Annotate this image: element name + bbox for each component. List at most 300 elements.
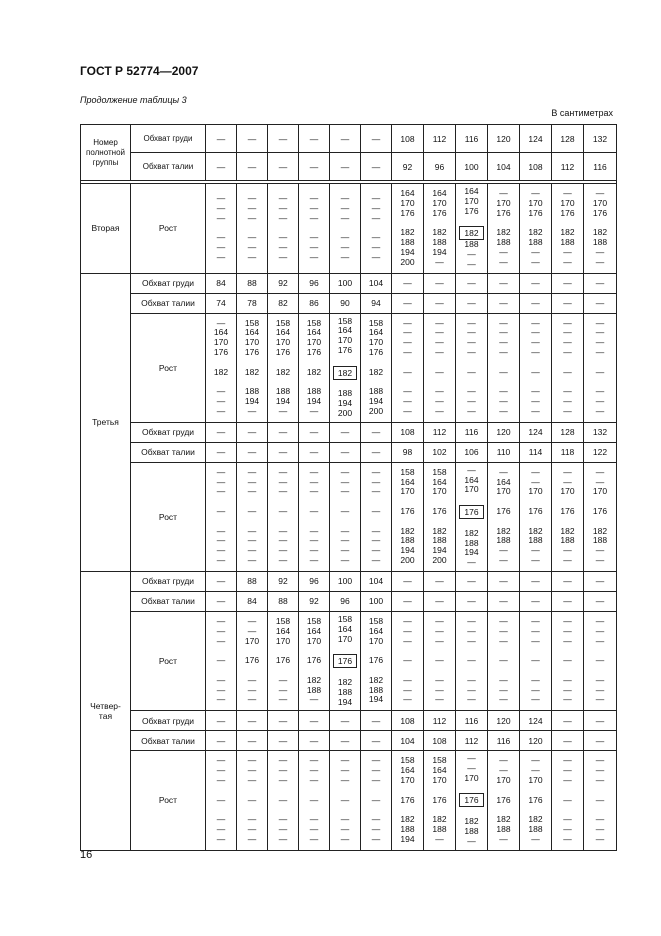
height-values	[552, 462, 584, 571]
height-value: 188	[400, 237, 415, 248]
height-value: —	[340, 525, 350, 536]
height-row	[81, 611, 617, 710]
height-value: —	[309, 823, 319, 834]
height-value: —	[371, 535, 381, 546]
height-value: 164	[213, 327, 229, 338]
height-values	[424, 462, 456, 571]
chest-value: 132	[584, 422, 617, 442]
height-value: —	[499, 625, 508, 636]
height-value: 176	[432, 207, 447, 218]
waist-value: —	[456, 293, 488, 313]
waist-value: —	[520, 591, 552, 611]
height-value: —	[595, 625, 605, 636]
waist-value: —	[237, 731, 268, 751]
height-value: —	[340, 251, 350, 262]
height-value: —	[278, 212, 288, 223]
highlighted-value: 176	[459, 793, 483, 807]
height-value: —	[563, 256, 572, 267]
height-value: 194	[400, 545, 415, 556]
waist-value: 88	[268, 591, 299, 611]
waist-value: 110	[488, 442, 520, 462]
chest-value: —	[456, 571, 488, 591]
height-value: —	[467, 317, 476, 328]
height-value: —	[403, 386, 412, 397]
chest-label: Обхват груди	[131, 273, 206, 293]
waist-value: 122	[584, 442, 617, 462]
waist-value: —	[268, 442, 299, 462]
height-value: —	[563, 476, 572, 487]
height-value: —	[403, 317, 412, 328]
chest-value: 116	[456, 125, 488, 153]
height-values	[488, 462, 520, 571]
height-value: —	[595, 655, 605, 666]
height-value: 182	[213, 366, 229, 377]
height-values	[392, 611, 424, 710]
height-value: —	[403, 616, 412, 627]
height-value: 182	[368, 674, 384, 685]
height-values	[424, 611, 456, 710]
height-value: —	[595, 188, 605, 199]
chest-value: —	[552, 273, 584, 293]
height-value: 164	[464, 474, 479, 485]
chest-value: —	[520, 571, 552, 591]
height-value: —	[216, 241, 226, 252]
height-values	[206, 751, 237, 850]
height-value: 170	[306, 635, 322, 646]
height-value: —	[247, 625, 257, 636]
height-value: —	[563, 674, 572, 685]
height-value: —	[435, 674, 444, 685]
height-values	[488, 313, 520, 422]
height-value: 182	[244, 366, 260, 377]
height-value: —	[309, 525, 319, 536]
waist-value: —	[488, 293, 520, 313]
waist-value: —	[520, 293, 552, 313]
waist-value: 108	[424, 731, 456, 751]
height-value: —	[563, 327, 572, 338]
height-values	[237, 462, 268, 571]
height-value: —	[371, 212, 381, 223]
chest-value: —	[584, 711, 617, 731]
chest-value: 92	[268, 571, 299, 591]
height-value: —	[278, 535, 288, 546]
height-value: 176	[244, 655, 260, 666]
height-value: 170	[275, 635, 291, 646]
height-value: —	[563, 833, 572, 844]
waist-value: —	[552, 293, 584, 313]
height-value: —	[595, 694, 605, 705]
height-value: —	[309, 466, 319, 477]
chest-value: 124	[520, 711, 552, 731]
height-value: 182	[306, 674, 322, 685]
height-value: —	[340, 555, 350, 566]
height-value: —	[309, 251, 319, 262]
height-value: —	[499, 386, 508, 397]
height-value: —	[309, 545, 319, 556]
height-row	[81, 751, 617, 850]
height-value: —	[467, 694, 476, 705]
waist-value: —	[488, 591, 520, 611]
height-value: 188	[400, 535, 415, 546]
chest-row	[81, 422, 617, 442]
height-value: 176	[306, 655, 322, 666]
height-values	[237, 611, 268, 710]
height-value: —	[340, 476, 350, 487]
waist-value: —	[456, 591, 488, 611]
height-values	[456, 611, 488, 710]
height-value: 164	[400, 476, 415, 487]
height-value: —	[467, 366, 476, 377]
height-value: —	[403, 635, 412, 646]
height-value: 182	[400, 525, 415, 536]
height-value: —	[340, 466, 350, 477]
height-value: —	[563, 405, 572, 416]
height-values	[206, 184, 237, 274]
height-value: 200	[432, 555, 447, 566]
units-note: В сантиметрах	[551, 108, 613, 118]
height-value: —	[595, 327, 605, 338]
height-value: —	[216, 525, 226, 536]
chest-row	[81, 273, 617, 293]
height-value: —	[531, 188, 540, 199]
height-value: —	[531, 684, 540, 695]
chest-value: 120	[488, 711, 520, 731]
waist-value: 92	[392, 153, 424, 181]
height-value: —	[563, 337, 572, 348]
height-value: 176	[496, 506, 511, 517]
height-value: —	[216, 774, 226, 785]
waist-value: 108	[520, 153, 552, 181]
height-value: —	[278, 674, 288, 685]
height-value: —	[247, 765, 257, 776]
height-value: 158	[244, 317, 260, 328]
height-value: 164	[306, 625, 322, 636]
height-value: —	[403, 684, 412, 695]
height-value: —	[216, 616, 226, 627]
height-value: —	[531, 396, 540, 407]
height-value: 164	[400, 188, 415, 199]
height-values	[206, 462, 237, 571]
height-value: —	[531, 466, 540, 477]
height-values	[584, 751, 617, 850]
chest-value: 120	[488, 125, 520, 153]
height-value: —	[247, 476, 257, 487]
height-value: —	[467, 635, 476, 646]
waist-value: 74	[206, 293, 237, 313]
height-value: —	[563, 246, 572, 257]
waist-label: Обхват талии	[131, 442, 206, 462]
height-value: —	[340, 545, 350, 556]
group-name: Третья	[81, 273, 131, 571]
height-value: —	[499, 694, 508, 705]
height-value: 164	[432, 188, 447, 199]
height-value: —	[216, 193, 226, 203]
height-value: —	[278, 466, 288, 477]
waist-label: Обхват талии	[131, 153, 206, 181]
waist-value: —	[237, 153, 268, 181]
chest-value: 100	[330, 571, 361, 591]
height-value: —	[435, 396, 444, 407]
chest-value: —	[361, 422, 392, 442]
height-value: —	[595, 823, 605, 834]
height-value: —	[531, 625, 540, 636]
chest-label: Обхват груди	[131, 422, 206, 442]
height-value: 182	[496, 814, 511, 825]
height-value: 170	[368, 635, 384, 646]
height-values	[584, 611, 617, 710]
height-value: 176	[368, 347, 384, 358]
height-value: 176	[592, 207, 608, 218]
height-values	[520, 313, 552, 422]
height-value: —	[216, 674, 226, 685]
height-value: —	[247, 525, 257, 536]
height-value: —	[340, 486, 350, 497]
height-value: 182	[464, 816, 479, 827]
height-label: Рост	[131, 184, 206, 274]
height-row	[81, 184, 617, 274]
height-value: —	[403, 347, 412, 358]
height-value: —	[278, 193, 288, 203]
waist-value: —	[584, 731, 617, 751]
height-value: 176	[560, 506, 575, 517]
height-value: 170	[496, 486, 511, 497]
height-value: —	[467, 753, 476, 764]
height-value: 200	[400, 256, 415, 267]
height-value: 170	[432, 774, 447, 785]
height-value: —	[531, 476, 540, 487]
height-value: —	[531, 674, 540, 685]
waist-value: 104	[488, 153, 520, 181]
height-value: —	[216, 476, 226, 487]
chest-value: —	[424, 273, 456, 293]
height-value: —	[467, 625, 476, 636]
height-values	[552, 313, 584, 422]
height-value: —	[563, 794, 572, 805]
height-value: —	[531, 545, 540, 556]
height-values	[361, 313, 392, 422]
height-value: 176	[368, 655, 384, 666]
height-value: 158	[368, 616, 384, 627]
height-value: 164	[337, 623, 353, 634]
height-value: —	[595, 466, 605, 477]
height-values	[361, 184, 392, 274]
height-value: —	[278, 506, 288, 517]
highlighted-value: 182	[459, 226, 483, 240]
height-value: —	[247, 251, 257, 262]
height-value: —	[435, 684, 444, 695]
height-value: —	[595, 337, 605, 348]
height-value: —	[595, 396, 605, 407]
height-value: —	[499, 188, 508, 199]
height-value: —	[595, 774, 605, 785]
height-value: —	[309, 476, 319, 487]
height-value: 176	[592, 506, 608, 517]
height-value: 158	[275, 317, 291, 328]
waist-row	[81, 442, 617, 462]
height-value: —	[371, 545, 381, 556]
height-values	[237, 751, 268, 850]
height-value: —	[403, 337, 412, 348]
height-value: 176	[560, 207, 575, 218]
height-value: 182	[400, 227, 415, 238]
height-value: —	[531, 694, 540, 705]
height-value: —	[531, 347, 540, 358]
waist-value: 84	[237, 591, 268, 611]
height-value: —	[595, 755, 605, 766]
height-value: 170	[528, 774, 543, 785]
height-value: —	[499, 684, 508, 695]
waist-value: 106	[456, 442, 488, 462]
height-values	[584, 184, 617, 274]
waist-value: —	[330, 153, 361, 181]
waist-value: —	[206, 591, 237, 611]
height-value: 170	[560, 197, 575, 208]
height-value: 188	[496, 237, 511, 248]
height-values	[552, 751, 584, 850]
height-value: —	[563, 684, 572, 695]
header-row-chest	[81, 125, 617, 153]
chest-value: —	[299, 125, 330, 153]
height-value: 170	[496, 197, 511, 208]
height-value: —	[467, 763, 476, 774]
height-value: 170	[528, 197, 543, 208]
height-value: —	[278, 476, 288, 487]
height-values	[330, 313, 361, 422]
height-value: 164	[368, 625, 384, 636]
height-value: 194	[464, 547, 479, 558]
chest-value: 116	[456, 711, 488, 731]
height-value: —	[499, 655, 508, 666]
waist-value: —	[361, 731, 392, 751]
height-value: —	[531, 256, 540, 267]
height-value: 176	[528, 794, 543, 805]
height-values	[552, 611, 584, 710]
height-values	[584, 313, 617, 422]
height-value: —	[499, 635, 508, 646]
height-values	[456, 751, 488, 850]
height-values	[520, 611, 552, 710]
height-value: 194	[432, 246, 447, 257]
height-value: —	[595, 366, 605, 377]
waist-value: 116	[584, 153, 617, 181]
waist-label: Обхват талии	[131, 591, 206, 611]
height-value: 176	[528, 207, 543, 218]
height-value: —	[309, 506, 319, 517]
height-value: 182	[528, 525, 543, 536]
height-value: 200	[337, 407, 353, 418]
waist-value: —	[299, 442, 330, 462]
height-value: 188	[337, 686, 353, 697]
height-value: —	[499, 366, 508, 377]
chest-value: 108	[392, 125, 424, 153]
height-value: —	[563, 466, 572, 477]
height-value: —	[247, 232, 257, 243]
height-values	[361, 751, 392, 850]
waist-value: —	[552, 591, 584, 611]
height-value: 182	[306, 366, 322, 377]
height-values	[520, 751, 552, 850]
height-value: 188	[275, 386, 291, 397]
height-value: —	[340, 506, 350, 517]
height-value: —	[247, 405, 257, 416]
height-value: 182	[432, 525, 447, 536]
height-value: 158	[432, 755, 447, 766]
height-values	[488, 751, 520, 850]
height-value: —	[467, 258, 476, 269]
document-title: ГОСТ Р 52774—2007	[80, 64, 199, 78]
height-value: 188	[560, 535, 575, 546]
height-value: —	[563, 655, 572, 666]
height-value: 170	[306, 337, 322, 348]
height-values	[392, 313, 424, 422]
height-value: 200	[400, 555, 415, 566]
height-value: —	[499, 327, 508, 338]
height-value: —	[563, 755, 572, 766]
height-value: —	[216, 396, 226, 407]
height-value: —	[247, 241, 257, 252]
height-value: —	[499, 405, 508, 416]
height-values	[392, 462, 424, 571]
height-value: —	[595, 317, 605, 328]
height-value: 194	[306, 396, 322, 407]
height-value: —	[499, 256, 508, 267]
chest-row	[81, 571, 617, 591]
chest-value: —	[584, 571, 617, 591]
height-value: —	[499, 765, 508, 776]
height-value: 170	[432, 486, 447, 497]
height-value: —	[595, 684, 605, 695]
chest-value: —	[299, 711, 330, 731]
height-value: 188	[592, 535, 608, 546]
height-value: —	[309, 193, 319, 203]
height-value: 182	[432, 227, 447, 238]
height-value: —	[563, 347, 572, 358]
height-value: 158	[306, 616, 322, 627]
height-value: —	[595, 794, 605, 805]
height-value: —	[435, 655, 444, 666]
chest-value: —	[520, 273, 552, 293]
height-value: —	[371, 476, 381, 487]
waist-value: 118	[552, 442, 584, 462]
chest-value: 108	[392, 422, 424, 442]
height-value: 182	[464, 527, 479, 538]
height-value: —	[371, 486, 381, 497]
height-value: —	[247, 193, 257, 203]
height-value: —	[278, 232, 288, 243]
waist-value: —	[299, 153, 330, 181]
chest-value: 84	[206, 273, 237, 293]
waist-value: —	[268, 153, 299, 181]
height-value: —	[563, 188, 572, 199]
height-value: 182	[337, 676, 353, 687]
waist-value: —	[584, 293, 617, 313]
height-label: Рост	[131, 751, 206, 850]
height-value: 170	[592, 486, 608, 497]
height-value: —	[563, 765, 572, 776]
height-values	[330, 611, 361, 710]
height-value: —	[531, 655, 540, 666]
height-value: —	[340, 765, 350, 776]
chest-value: 88	[237, 273, 268, 293]
height-value: 194	[400, 833, 415, 844]
height-value: —	[435, 625, 444, 636]
waist-value: —	[424, 293, 456, 313]
height-value: 188	[432, 237, 447, 248]
waist-value: —	[237, 442, 268, 462]
height-label: Рост	[131, 611, 206, 710]
height-value: —	[371, 823, 381, 834]
height-value: —	[371, 833, 381, 844]
